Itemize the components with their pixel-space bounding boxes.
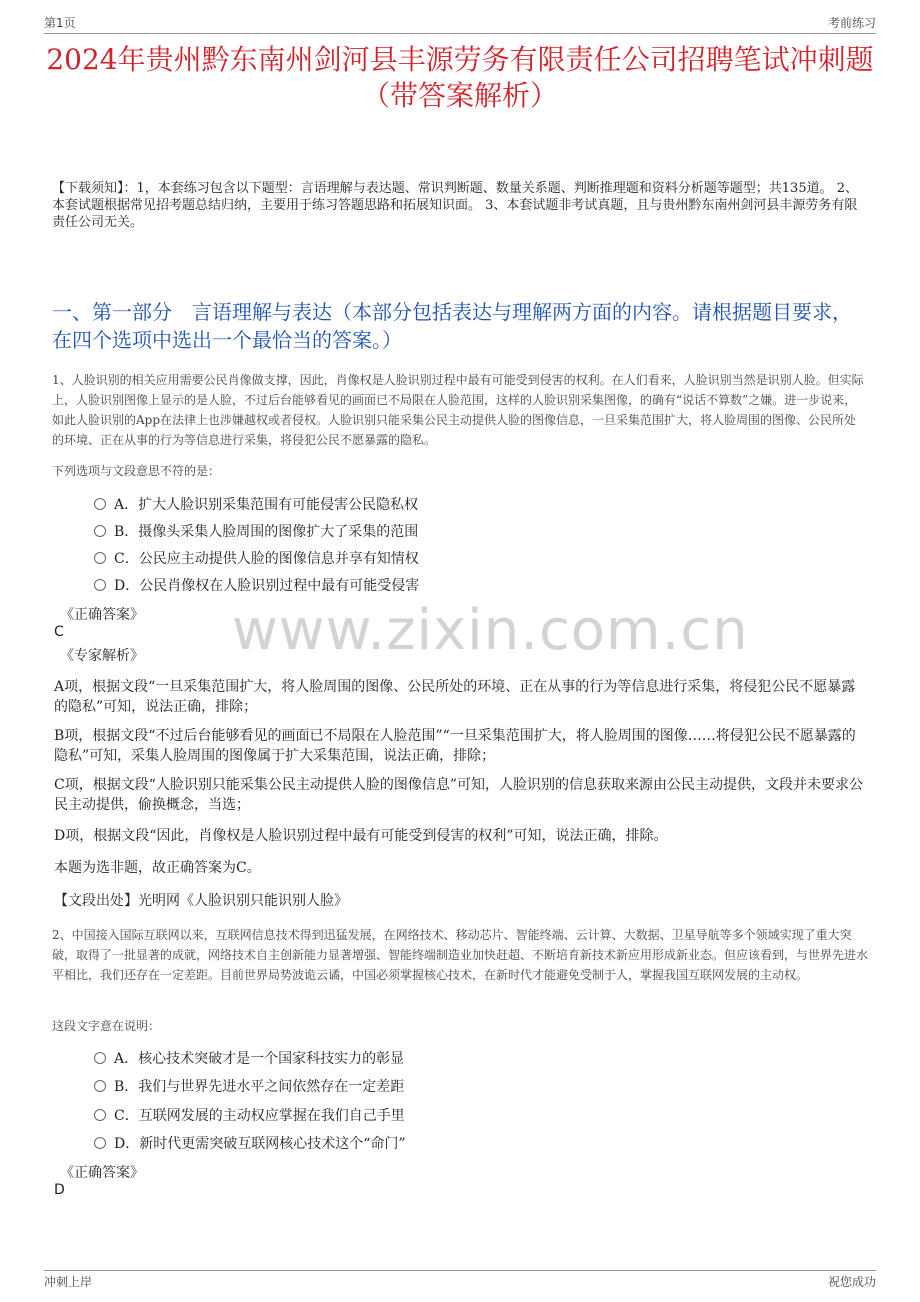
q2-option-b[interactable]: B．我们与世界先进水平之间依然存在一定差距 xyxy=(94,1077,404,1097)
q1-passage: 1、人脸识别的相关应用需要公民肖像做支撑，因此，肖像权是人脸识别过程中最有可能受到侵害的权利。在人们看来，人脸识别当然是识别人脸。但实际上，人脸识别图像上显示的是人脸，不过后台能够看见的画面已不局限在人脸范围，这样的人脸识别采集图像，的确有“说话不算数”之嫌。进一步说来，如此人脸识别的App在法律上也涉嫌越权或者侵权。人脸识别只能采集公民主动提供人脸的图像信息，一旦采集范围扩大，将人脸周围的图像、公民所处的环境、正在从事的行为等信息进行采集，将侵犯公民不愿暴露的隐私。 xyxy=(52,373,864,447)
footer-right: 祝您成功 xyxy=(827,1275,876,1289)
header-tag: 考前练习 xyxy=(827,16,876,30)
radio-icon[interactable] xyxy=(94,1109,106,1121)
q2-passage: 2、中国接入国际互联网以来，互联网信息技术得到迅猛发展，在网络技术、移动芯片、智能终端、云计算、大数据、卫星导航等多个领域实现了重大突破，取得了一批显著的成就，网络技术自主创新能力显著增强、智能终端制造业加快赶超、不断培育新技术新应用形成新业态。但应该看到，与世界先进水平相比，我们还存在一定差距。目前世界局势波诡云谲，中国必须掌握核心技术，在新时代才能避免受制于人，掌握我国互联网发展的主动权。 xyxy=(52,928,869,982)
radio-icon[interactable] xyxy=(94,1080,106,1092)
radio-icon[interactable] xyxy=(94,579,106,591)
page-header xyxy=(44,14,876,34)
q1-analysis-d: D项，根据文段“因此，肖像权是人脸识别过程中最有可能受到侵害的权利”可知，说法正确，排除。 xyxy=(54,828,668,844)
q2-answer: D xyxy=(54,1182,65,1198)
q1-analysis-a: A项，根据文段“一旦采集范围扩大，将人脸周围的图像、公民所处的环境、正在从事的行为等信息进行采集，将侵犯公民不愿暴露的隐私”可知，说法正确，排除； xyxy=(54,679,856,715)
section-title: 一、第一部分 言语理解与表达（本部分包括表达与理解两方面的内容。请根据题目要求，在四个选项中选出一个最恰当的答案。） xyxy=(52,300,852,352)
radio-icon[interactable] xyxy=(94,498,106,510)
q2-option-c[interactable]: C．互联网发展的主动权应掌握在我们自己手里 xyxy=(94,1106,405,1126)
q1-option-b[interactable]: B．摄像头采集人脸周围的图像扩大了采集的范围 xyxy=(94,522,418,542)
watermark: www.zixin.com.cn xyxy=(232,598,749,663)
q2-option-a[interactable]: A．核心技术突破才是一个国家科技实力的彰显 xyxy=(94,1049,404,1069)
q1-conclusion: 本题为选非题，故正确答案为C。 xyxy=(54,860,261,876)
q1-answer-label: 《正确答案》 xyxy=(60,607,144,623)
q1-question: 下列选项与文段意思不符的是： xyxy=(52,464,221,478)
q1-analysis-c: C项，根据文段“人脸识别只能采集公民主动提供人脸的图像信息”可知，人脸识别的信息获取来源由公民主动提供，文段并未要求公民主动提供，偷换概念，当选； xyxy=(54,777,864,813)
q1-option-c[interactable]: C．公民应主动提供人脸的图像信息并享有知情权 xyxy=(94,549,419,569)
q2-question: 这段文字意在说明： xyxy=(52,1019,161,1033)
radio-icon[interactable] xyxy=(94,525,106,537)
page-number: 第1页 xyxy=(44,16,76,30)
q2-option-d[interactable]: D．新时代更需突破互联网核心技术这个“命门” xyxy=(94,1134,406,1154)
radio-icon[interactable] xyxy=(94,1052,106,1064)
q1-analysis-b: B项，根据文段“不过后台能够看见的画面已不局限在人脸范围”“一旦采集范围扩大，将人脸周围的图像……将侵犯公民不愿暴露的隐私”可知，采集人脸周围的图像属于扩大采集范围，说法正确，排除； xyxy=(54,728,856,764)
q2-answer-label: 《正确答案》 xyxy=(60,1165,144,1181)
q1-option-d[interactable]: D．公民肖像权在人脸识别过程中最有可能受侵害 xyxy=(94,576,419,596)
q1-answer: C xyxy=(54,624,64,640)
radio-icon[interactable] xyxy=(94,552,106,564)
q1-option-a[interactable]: A．扩大人脸识别采集范围有可能侵害公民隐私权 xyxy=(94,495,418,515)
radio-icon[interactable] xyxy=(94,1137,106,1149)
q1-source: 【文段出处】光明网《人脸识别只能识别人脸》 xyxy=(54,893,348,909)
document-title: 2024年贵州黔东南州剑河县丰源劳务有限责任公司招聘笔试冲刺题（带答案解析） xyxy=(46,43,874,112)
q1-analysis-label: 《专家解析》 xyxy=(60,648,144,664)
page-footer xyxy=(44,1270,876,1289)
download-notice: 【下载须知】：1，本套练习包含以下题型：言语理解与表达题、常识判断题、数量关系题、判断推理题和资料分析题等题型；共135道。 2、本套试题根据常见招考题总结归纳，主要用于练习答题思路和拓展知识面。 3、本套试题非考试真题，且与贵州黔东南州剑河县丰源劳务有限责任公司无关。 xyxy=(52,181,858,230)
footer-left: 冲刺上岸 xyxy=(44,1275,93,1289)
